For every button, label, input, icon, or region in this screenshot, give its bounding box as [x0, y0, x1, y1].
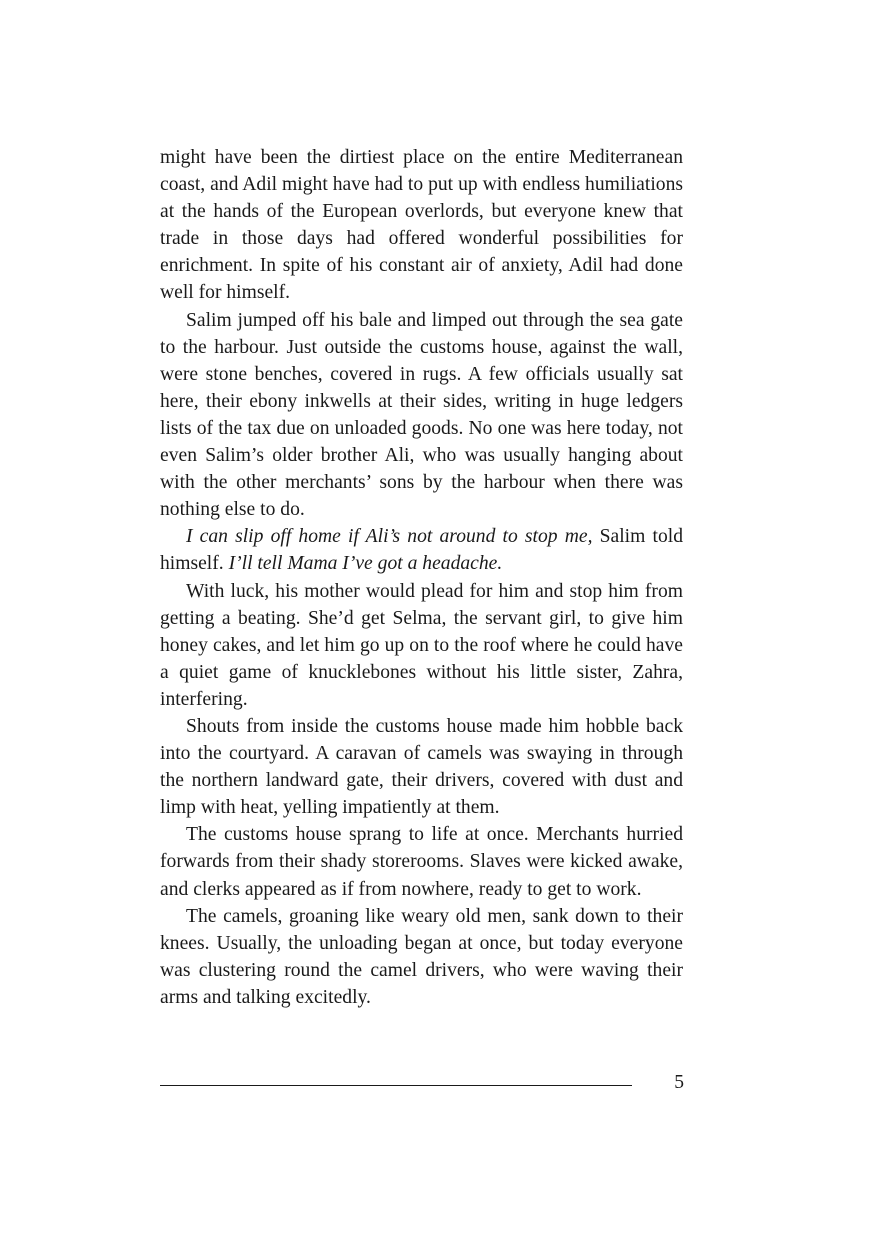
italic-thought: I can slip off home if Ali’s not around to stop me,	[186, 526, 593, 548]
paragraph: might have been the dirtiest place on the entire Mediterranean coast, and Adil might have had to put up with endless humiliations at the hands of the European overlords, but everyone knew that trade in those days had offered wonderful possibilities for enrichment. In spite of his constant air of anxiety, Adil had done well for himself.	[160, 147, 683, 304]
paragraph: Shouts from inside the customs house made him hobble back into the courtyard. A caravan of camels was swaying in through the northern landward gate, their drivers, covered with dust and limp with heat, yelling impatiently at them.	[160, 715, 683, 819]
footer-rule	[160, 1085, 632, 1086]
paragraph: The camels, groaning like weary old men, sank down to their knees. Usually, the unloading began at once, but today everyone was clustering round the camel drivers, who were waving their arms and talking excitedly.	[160, 905, 683, 1008]
paragraph-with-italics	[160, 523, 683, 577]
paragraph: With luck, his mother would plead for him and stop him from getting a beating. She’d get Selma, the servant girl, to give him honey cakes, and let him go up on to the roof where he could have a quiet game of knucklebones without his little sister, Zahra, interfering.	[160, 580, 683, 710]
paragraph-text: Salim told himself.	[160, 526, 683, 575]
paragraph: Salim jumped off his bale and limped out through the sea gate to the harbour. Just outside the customs house, against the wall, were stone benches, covered in rugs. A few officials usually sat here, their ebony inkwells at their sides, writing in huge ledgers lists of the tax due on unloaded goods. No one was here today, not even Salim’s older brother Ali, who was usually hanging about with the other merchants’ sons by the harbour when there was nothing else to do.	[160, 309, 683, 521]
body-text	[160, 144, 683, 1011]
italic-thought: I’ll tell Mama I’ve got a headache.	[228, 553, 503, 575]
paragraph: The customs house sprang to life at once. Merchants hurried forwards from their shady storerooms. Slaves were kicked awake, and clerks appeared as if from nowhere, ready to get to work.	[160, 824, 683, 900]
page-number: 5	[674, 1072, 684, 1093]
